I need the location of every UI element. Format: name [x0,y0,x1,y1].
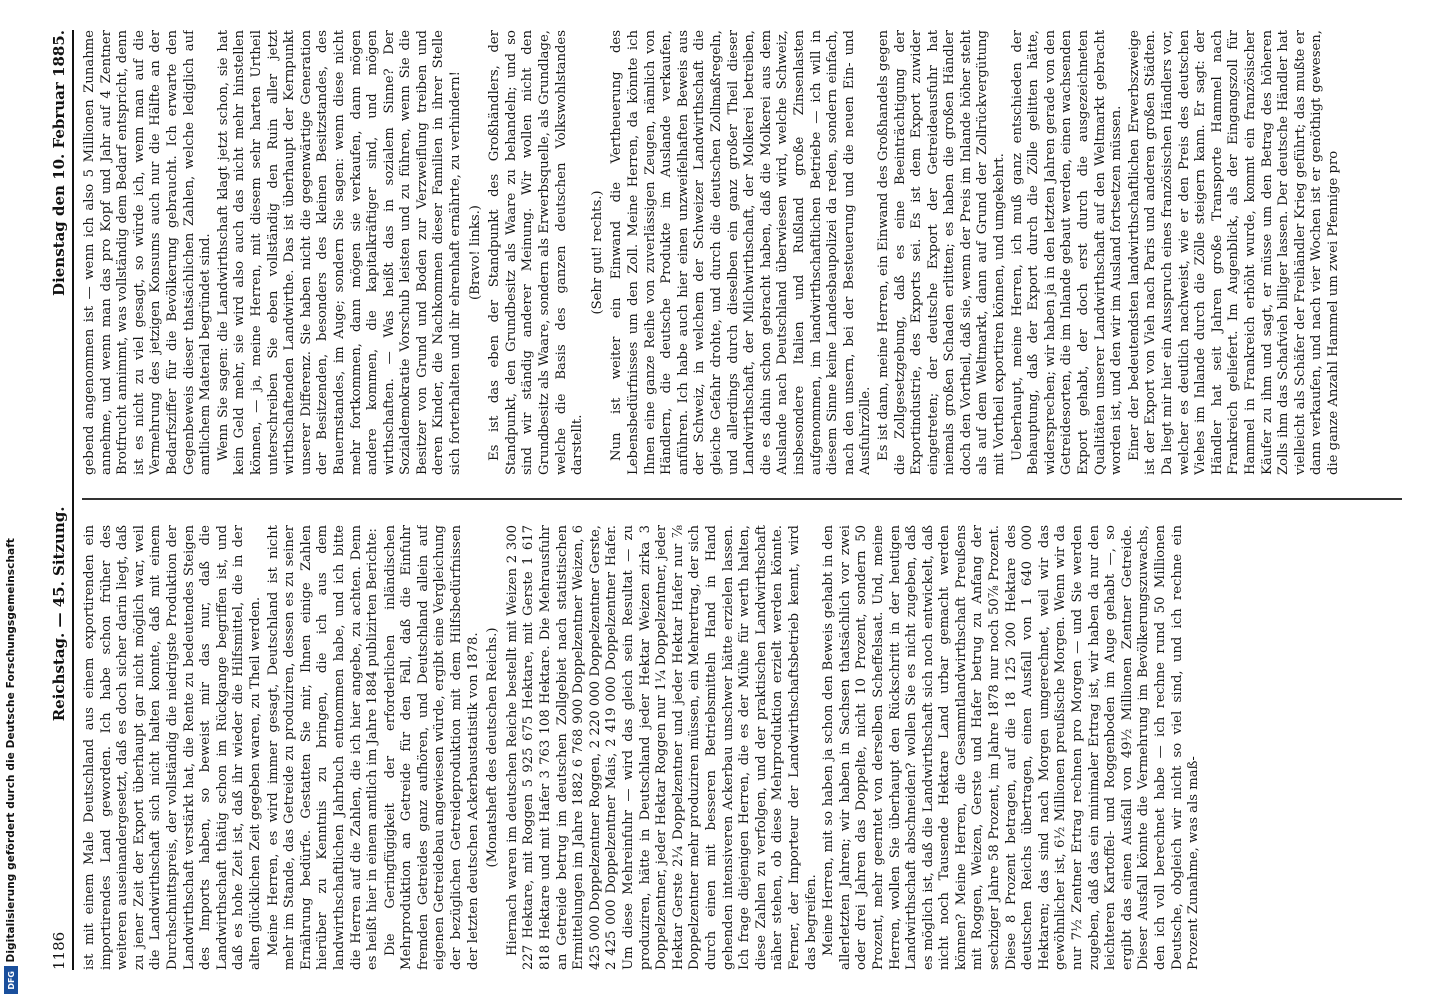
page-number: 1186 [50,931,68,970]
paragraph: Hiernach waren im deutschen Reiche bestellt mit Weizen 2 300 227 Hektare, mit Roggen 5 925 675 Hektare, mit Gerste 1 617 818 Hektare und mit Hafer 3 763 108 Hektare. Die Mehrausfuhr an Getreide betrug im deutschen Zollgebiet nach statistischen Ermittelungen im Jahre 1882 6 768 900 Doppelzentner Weizen, 6 425 000 Doppelzentner Roggen, 2 220 000 Doppelzentner Gerste, 2 425 000 Doppelzentner Mais, 2 419 000 Doppelzentner Hafer. Um diese Mehreinfuhr — wird das gleich sein Resultat — zu produziren, hätte in Deutschland jeder Hektar Weizen zirka 3 Doppelzentner, jeder Hektar Roggen nur 1¼ Doppelzentner, jeder Hektar Gerste 2¼ Doppelzentner und jeder Hektar Hafer nur ⅞ Doppelzentner mehr produziren müssen, ein Mehrertrag, der sich durch einen mit besseren Betriebsmitteln Hand in Hand gehenden intensiveren Ackerbau unschwer hätte erzielen lassen. Ich frage diejenigen Herren, die es der Mühe für werth halten, diese Zahlen zu verfolgen, und der praktischen Landwirthschaft näher stehen, ob diese Mehrproduktion erzielt werden könnte. Ferner, der Importeur der Landwirthschaftsbetrieb kennt, wird das begreifen. [504,525,819,970]
header-title: Reichstag. — 45. Sitzung. [50,506,68,722]
left-column [82,525,1402,970]
footer-strip [0,0,22,1000]
interjection: (Bravo! links.) [467,205,483,300]
dfg-logo-icon [4,966,18,994]
header-rule [72,30,74,970]
citation: (Monatsheft des deutschen Reichs.) [485,627,501,868]
paragraph: Meine Herren, es wird immer gesagt, Deutschland ist nicht mehr im Stande, das Getreide zu produziren, dessen es zu seiner Ernährung bedürfe. Gestatten Sie mir, Ihnen einige Zahlen hierüber zu Kenntnis zu bringen, die ich aus dem landwirthschaftlichen Jahrbuch entnommen habe, und ich bitte die Herren auf die Zahlen, die ich hier angebe, zu achten. Denn es heißt hier in einem amtlich im Jahre 1884 publizirten Berichte: [265,525,381,970]
running-header [40,30,68,970]
rotated-page-content [30,0,1425,1000]
document-page [40,30,1415,970]
digitization-credit [4,0,18,1000]
scanned-page [30,0,1425,1000]
paragraph: Meine Herren, mit so haben ja schon den Beweis gehabt in den allerletzten Jahren; wir haben in Sachsen thatsächlich vor zwei oder drei Jahren das Doppelte, nicht 10 Prozent, sondern 50 Prozent, mehr geerntet von derselben Scheffelsaat. Und, meine Herren, wollen Sie überhaupt den Rückschritt in der heutigen Landwirthschaft abschneiden? wollen Sie es nicht zugeben, daß es möglich ist, daß die Landwirthschaft sich noch entwickelt, daß nicht noch Tausende Hektare Land urbar gemacht werden können? Meine Herren, die Gesammtlandwirthschaft Preußens mit Roggen, Weizen, Gerste und Hafer betrug zu Anfang der sechziger Jahre 58 Prozent, im Jahre 1878 nur noch 50⅞ Prozent. Diese 8 Prozent betragen, auf die 18 125 200 Hektare des deutschen Reichs übertragen, einen Ausfall von 1 640 000 Hektaren; das sind nach Morgen umgerechnet, weil wir das gewöhnlicher ist, 6½ Millionen preußische Morgen. Wenn wir da nur 7½ Zentner Ertrag rechnen pro Morgen — und Sie werden zugeben, daß das ein minimaler Ertrag ist, wir haben da nur den leichteren Kartoffel- und Roggenboden im Auge gehabt —, so ergibt das einen Ausfall von 49½ Millionen Zentner Getreide. Dieser Ausfall könnte die Vermehrung im Bevölkerungszuwachs, den ich voll berechnet habe — ich rechne rund 50 Millionen Deutsche, obgleich wir nicht so viel sind, und ich rechne ein Prozent Zunahme, was als maß- [821,525,1202,970]
paragraph: Es ist das eben der Standpunkt des Großhändlers, der Standpunkt, den Grundbesitz als Waare zu behandeln; und so sind wir ständig anderer Meinung. Wir wollen nicht den Grundbesitz als Waare, sondern als Erwerbsquelle, als Grundlage, welche die Basis des ganzen deutschen Volkswohlstandes darstellt. [487,30,586,475]
paragraph: Wenn Sie sagen: die Landwirthschaft klagt jetzt schon, sie hat kein Geld mehr, sie wird also auch das nicht mehr hinstellen können, — ja, meine Herren, mit diesem sehr harten Urtheil unterschreiben Sie eben vollständig den Ruin aller jetzt wirthschaftenden Landwirthe. Das ist überhaupt der Kernpunkt unserer Differenz. Sie haben nicht die gegenwärtige Generation der Besitzenden, besonders des kleinen Besitzstandes, des Bauernstandes, im Auge; sondern Sie sagen: wenn diese nicht mehr fortkommen, dann mögen sie verkaufen, dann mögen andere kommen, die kapitalkräftiger sind, und mögen wirthschaften. — Was heißt das in sozialem Sinne? Der Sozialdemokratie Vorschub leisten und zu führen, wenn Sie die Besitzer von Grund und Boden zur Verzweiflung treiben und deren Kinder, die Nachkommen dieser Familien in ihrer Stelle sich forterhalten und ihr ehrenhaft ernährte, zu verhindern! [215,30,464,475]
header-date: Dienstag den 10. Februar 1885. [50,30,68,296]
column-divider [82,499,1402,501]
paragraph: Einer der bedeutendsten landwirthschaftlichen Erwerbszweige ist der Export von Vieh nach Paris und anderen großen Städten. Da liegt mir hier ein Ausspruch eines französischen Händlers vor, welcher es deutlich nachweist, wie er den Preis des deutschen Viehes im Inlande durch die Zölle steigern kann. Er sagt: der Händler hat seit Jahren große Transporte Hammel nach Frankreich geliefert. Im Augenblick, als der Eingangszoll für Hammel in Frankreich erhöht wurde, kommt ein französischer Käufer zu ihm und sagt, er müsse um den Betrag des höheren Zolls ihm das Schafvieh billiger lassen. Der deutsche Händler hat vielleicht als Schäfer der Freihändler Krieg geführt; das mußte er dann verkaufen, und nach vier Wochen ist er genöthigt gewesen, die ganze Anzahl Hammel um zwei Pfennige pro [1126,30,1341,475]
paragraph: ist mit einem Male Deutschland aus einem exportirenden ein importirendes Land geworden. Ich habe schon früher des weiteren auseinandergesetzt, daß es doch sicher darin liegt, daß zu jener Zeit der Export überhaupt gar nicht möglich war, weil die Landwirthschaft sich nicht halten konnte, daß mit einem Durchschnittspreis, der vollständig die niedrigste Produktion der Landwirthschaft verstärkt hat, die Rente zu bedeutendes Steigen des Imports haben, so beweist mir das nur, daß die Landwirthschaft thätig schon im Rückgange begriffen ist, und daß es hohe Zeit ist, daß ihr wieder die Hilfsmittel, die in der alten glücklichen Zeit gegeben waren, zu Theil werden. [82,525,263,970]
right-column [82,30,1402,475]
interjection: (Sehr gut! rechts.) [589,190,605,315]
digitization-credit-text: Digitalisierung gefördert durch die Deutsche Forschungsgemeinschaft [5,537,17,962]
paragraph: gebend angenommen ist — wenn ich also 5 Millionen Zunahme annehme, und wenn man das pro Kopf und Jahr auf 4 Zentner Brotfrucht annimmt, was vollständig dem Bedarf entspricht, denn ist es nicht zu viel gesagt, so würde ich, wenn man auf die Vermehrung des jetzigen Konsums auch nur die Hälfte an der Bedarfsziffer für die Bevölkerung gebraucht. Ich erwarte den Gegenbeweis dieser thatsächlichen Zahlen, welche lediglich auf amtlichem Material begründet sind. [82,30,214,475]
paragraph: Es ist dann, meine Herren, ein Einwand des Großhandels gegen die Zollgesetzgebung, daß es eine Beeinträchtigung der Exportindustrie, des Exports sei. Es ist dem Export zuwider eingetreten; der deutsche Export der Getreideausfuhr hat niemals großen Schaden erlitten; es haben die großen Händler doch den Vortheil, daß sie, wenn der Preis im Inlande höher steht als auf dem Weltmarkt, dann auf Grund der Zollrückvergütung mit Vortheil exportiren können, und umgekehrt. [875,30,1008,475]
paragraph: Ueberhaupt, meine Herren, ich muß ganz entschieden der Behauptung, daß der Export durch die Zölle gelitten hätte, widersprechen; wir haben ja in den letzten Jahren gerade von den Getreidesorten, die im Inlande gebaut werden, einen wachsenden Export gehabt, der doch erst durch die ausgezeichneten Qualitäten unserer Landwirthschaft auf den Weltmarkt gebracht worden ist, und den wir im Ausland fortsetzen müssen. [1009,30,1125,475]
dfg-logo-label: DFG [6,970,16,990]
quoted-paragraph: Die Geringfügigkeit der erforderlichen inländischen Mehrproduktion an Getreide für den Fall, daß die Einfuhr fremden Getreides ganz aufhören, und Deutschland allein auf eigenen Getreidebau angewiesen würde, ergibt eine Vergleichung der bezüglichen Getreideproduktion mit dem Hilfsbedürfnissen der letzten deutschen Ackerbaustatistik von 1878. [382,525,481,970]
paragraph: Nun ist weiter ein Einwand die Vertheuerung des Lebensbedürfnisses um den Zoll. Meine Herren, da könnte ich Ihnen eine ganze Reihe von zuverlässigen Zeugen, nämlich von Händlern, die deutsche Produkte im Auslande verkaufen, anführen. Ich habe auch hier einen unzweifelhaften Beweis aus der Schweiz, in welchem der Schweizer Landwirthschaft die gleiche Gefahr drohte, und durch die deutschen Zollmaßregeln, und allerdings durch dieselben ein ganz großer Theil dieser Landwirthschaft, der Milchwirthschaft, der Molkerei betreiben, die es dahin schon gebracht haben, daß die Molkerei aus dem Auslande nach Deutschland überwiesen wird, welche Schweiz, insbesondere Italien und Rußland große Zinsenlasten aufgenommen, im landwirthschaftlichen Betriebe — ich will in diesem Sinne keine Landesbaupolizei da reden, sondern einfach, nach den unsern, bei der Besteuerung und die neuen Ein- und Ausfuhrzölle. [609,30,874,475]
